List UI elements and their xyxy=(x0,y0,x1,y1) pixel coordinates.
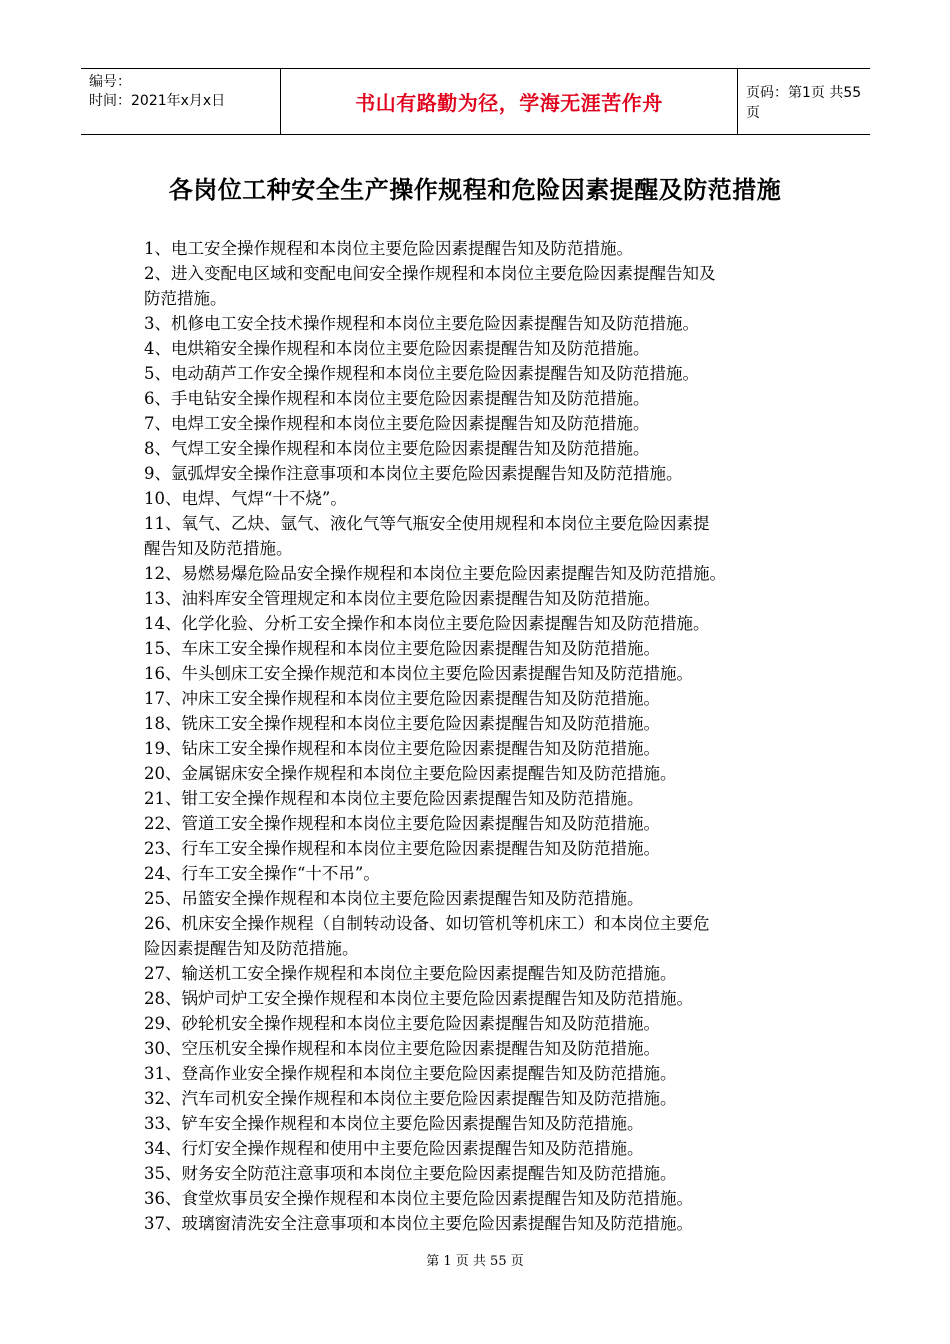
document-date: 时间：2021年x月x日 xyxy=(89,93,226,109)
list-item: 防范措施。 xyxy=(144,289,227,308)
list-item: 32、汽车司机安全操作规程和本岗位主要危险因素提醒告知及防范措施。 xyxy=(144,1089,677,1108)
header-motto-cell xyxy=(281,69,738,134)
list-item: 34、行灯安全操作规程和使用中主要危险因素提醒告知及防范措施。 xyxy=(144,1139,644,1158)
list-item: 37、玻璃窗清洗安全注意事项和本岗位主要危险因素提醒告知及防范措施。 xyxy=(144,1214,693,1233)
list-item: 10、电焊、气焊“十不烧”。 xyxy=(144,489,347,508)
document-number-label: 编号： xyxy=(89,74,131,90)
list-item: 11、氧气、乙炔、氩气、液化气等气瓶安全使用规程和本岗位主要危险因素提 xyxy=(144,514,710,533)
list-item: 27、输送机工安全操作规程和本岗位主要危险因素提醒告知及防范措施。 xyxy=(144,964,677,983)
header-page-cell xyxy=(738,69,870,134)
list-item: 14、化学化验、分析工安全操作和本岗位主要危险因素提醒告知及防范措施。 xyxy=(144,614,710,633)
list-item: 31、登高作业安全操作规程和本岗位主要危险因素提醒告知及防范措施。 xyxy=(144,1064,677,1083)
header-meta-cell xyxy=(81,69,281,134)
list-item: 3、机修电工安全技术操作规程和本岗位主要危险因素提醒告知及防范措施。 xyxy=(144,314,699,333)
list-item: 6、手电钻安全操作规程和本岗位主要危险因素提醒告知及防范措施。 xyxy=(144,389,650,408)
header-page-info: 页码：第1页 共55页 xyxy=(746,84,862,121)
list-item: 18、铣床工安全操作规程和本岗位主要危险因素提醒告知及防范措施。 xyxy=(144,714,660,733)
list-item: 29、砂轮机安全操作规程和本岗位主要危险因素提醒告知及防范措施。 xyxy=(144,1014,660,1033)
list-item: 25、吊篮安全操作规程和本岗位主要危险因素提醒告知及防范措施。 xyxy=(144,889,644,908)
document-title: 各岗位工种安全生产操作规程和危险因素提醒及防范措施 xyxy=(168,176,782,204)
list-item: 26、机床安全操作规程（自制转动设备、如切管机等机床工）和本岗位主要危 xyxy=(144,914,710,933)
list-item: 8、气焊工安全操作规程和本岗位主要危险因素提醒告知及防范措施。 xyxy=(144,439,650,458)
page-footer: 第 1 页 共 55 页 xyxy=(426,1254,524,1269)
list-item: 险因素提醒告知及防范措施。 xyxy=(144,939,359,958)
list-item: 23、行车工安全操作规程和本岗位主要危险因素提醒告知及防范措施。 xyxy=(144,839,660,858)
list-item: 22、管道工安全操作规程和本岗位主要危险因素提醒告知及防范措施。 xyxy=(144,814,660,833)
list-item: 33、铲车安全操作规程和本岗位主要危险因素提醒告知及防范措施。 xyxy=(144,1114,644,1133)
list-item: 5、电动葫芦工作安全操作规程和本岗位主要危险因素提醒告知及防范措施。 xyxy=(144,364,699,383)
list-item: 15、车床工安全操作规程和本岗位主要危险因素提醒告知及防范措施。 xyxy=(144,639,660,658)
list-item: 醒告知及防范措施。 xyxy=(144,539,293,558)
list-item: 19、钻床工安全操作规程和本岗位主要危险因素提醒告知及防范措施。 xyxy=(144,739,660,758)
list-item: 16、牛头刨床工安全操作规范和本岗位主要危险因素提醒告知及防范措施。 xyxy=(144,664,693,683)
list-item: 2、进入变配电区域和变配电间安全操作规程和本岗位主要危险因素提醒告知及 xyxy=(144,264,716,283)
list-item: 28、锅炉司炉工安全操作规程和本岗位主要危险因素提醒告知及防范措施。 xyxy=(144,989,693,1008)
list-item: 24、行车工安全操作“十不吊”。 xyxy=(144,864,380,883)
list-item: 13、油料库安全管理规定和本岗位主要危险因素提醒告知及防范措施。 xyxy=(144,589,660,608)
list-item: 4、电烘箱安全操作规程和本岗位主要危险因素提醒告知及防范措施。 xyxy=(144,339,650,358)
header-motto: 书山有路勤为径，学海无涯苦作舟 xyxy=(355,91,663,115)
list-item: 21、钳工安全操作规程和本岗位主要危险因素提醒告知及防范措施。 xyxy=(144,789,644,808)
list-item: 35、财务安全防范注意事项和本岗位主要危险因素提醒告知及防范措施。 xyxy=(144,1164,677,1183)
list-item: 12、易燃易爆危险品安全操作规程和本岗位主要危险因素提醒告知及防范措施。 xyxy=(144,564,726,583)
item-list xyxy=(144,236,816,1236)
page-header xyxy=(81,68,870,135)
list-item: 20、金属锯床安全操作规程和本岗位主要危险因素提醒告知及防范措施。 xyxy=(144,764,677,783)
list-item: 7、电焊工安全操作规程和本岗位主要危险因素提醒告知及防范措施。 xyxy=(144,414,650,433)
list-item: 36、食堂炊事员安全操作规程和本岗位主要危险因素提醒告知及防范措施。 xyxy=(144,1189,693,1208)
list-item: 17、冲床工安全操作规程和本岗位主要危险因素提醒告知及防范措施。 xyxy=(144,689,660,708)
list-item: 9、氩弧焊安全操作注意事项和本岗位主要危险因素提醒告知及防范措施。 xyxy=(144,464,683,483)
list-item: 1、电工安全操作规程和本岗位主要危险因素提醒告知及防范措施。 xyxy=(144,239,633,258)
list-item: 30、空压机安全操作规程和本岗位主要危险因素提醒告知及防范措施。 xyxy=(144,1039,660,1058)
